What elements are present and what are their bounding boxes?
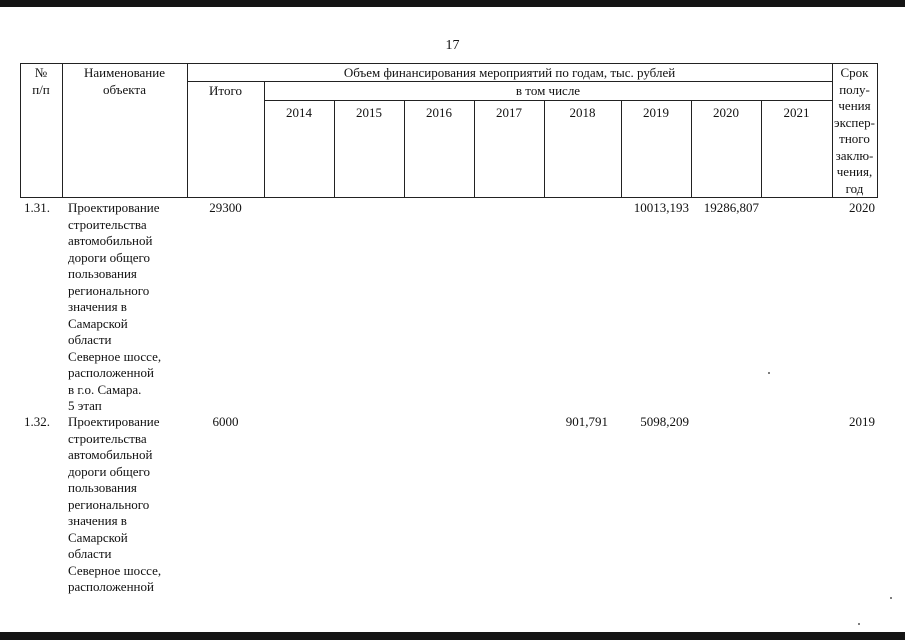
row-deadline: 2019 xyxy=(849,414,875,429)
scan-speck xyxy=(768,372,770,374)
row-value-2020: 19286,807 xyxy=(703,200,759,215)
scan-border-top xyxy=(0,0,905,7)
row-value-2018: 901,791 xyxy=(565,414,608,429)
row-name-line: расположенной xyxy=(68,365,154,380)
row-name-line: Проектирование xyxy=(68,414,160,429)
header-num-line: № xyxy=(34,65,48,80)
row-name-line: строительства xyxy=(68,216,147,232)
header-total: Итого xyxy=(209,83,242,98)
header-deadline-line: полу- xyxy=(839,81,870,97)
row-name-line: пользования xyxy=(68,266,137,281)
row-name-line: области xyxy=(68,332,112,347)
row-name xyxy=(68,414,161,596)
row-name-line: Самарской xyxy=(68,529,128,545)
row-name-line: строительства xyxy=(68,430,147,446)
row-num: 1.31. xyxy=(24,200,50,215)
row-name-line: в г.о. Самара. xyxy=(68,381,142,397)
header-year-2020: 2020 xyxy=(713,105,739,120)
row-name-line: расположенной xyxy=(68,579,154,594)
row-name-line: Северное шоссе, xyxy=(68,348,162,364)
header-deadline-line: Срок xyxy=(840,65,869,80)
header-year-2019: 2019 xyxy=(643,105,669,120)
header-num xyxy=(20,65,62,98)
row-name-line: регионального xyxy=(68,496,150,512)
header-year-2021: 2021 xyxy=(783,105,810,120)
row-total: 29300 xyxy=(209,200,242,215)
row-name-line: автомобильной xyxy=(68,447,153,462)
row-name-line: 5 этап xyxy=(68,398,102,413)
header-deadline-line: заклю- xyxy=(835,147,874,163)
row-name-line: регионального xyxy=(68,282,150,298)
header-deadline-line: чения xyxy=(838,98,871,113)
row-name-line: дороги общего xyxy=(68,463,151,479)
row-deadline: 2020 xyxy=(849,200,875,215)
header-year-2018: 2018 xyxy=(569,105,596,120)
header-deadline-line: год xyxy=(845,180,864,196)
header-including: в том числе xyxy=(515,83,581,98)
row-name-line: области xyxy=(68,546,112,561)
row-value-2019: 10013,193 xyxy=(633,200,689,215)
header-year-2015: 2015 xyxy=(356,105,382,120)
header-num-line: п/п xyxy=(32,81,50,97)
row-name xyxy=(68,200,161,415)
header-name-line: объекта xyxy=(102,81,147,97)
row-num: 1.32. xyxy=(24,414,50,429)
header-financing: Объем финансирования мероприятий по годам, тыс. рублей xyxy=(343,65,676,80)
row-name-line: Самарской xyxy=(68,315,128,331)
row-name-line: значения в xyxy=(68,513,127,528)
row-name-line: значения в xyxy=(68,299,127,314)
header-deadline xyxy=(832,65,877,197)
row-name-line: пользования xyxy=(68,480,137,495)
scan-speck xyxy=(858,623,860,625)
scan-speck xyxy=(890,597,892,599)
row-total: 6000 xyxy=(212,414,239,429)
row-name-line: дороги общего xyxy=(68,249,151,265)
row-value-2019: 5098,209 xyxy=(640,414,689,429)
page-number: 17 xyxy=(445,38,460,53)
header-deadline-line: экспер- xyxy=(834,114,875,130)
header-name-line: Наименование xyxy=(84,65,165,80)
header-year-2017: 2017 xyxy=(496,105,522,120)
header-year-2014: 2014 xyxy=(286,105,312,120)
header-deadline-line: тного xyxy=(839,131,870,146)
row-name-line: Проектирование xyxy=(68,200,160,215)
header-name xyxy=(62,65,187,98)
row-name-line: Северное шоссе, xyxy=(68,562,162,578)
row-name-line: автомобильной xyxy=(68,233,153,248)
scan-border-bottom xyxy=(0,632,905,640)
header-deadline-line: чения, xyxy=(836,164,873,179)
header-year-2016: 2016 xyxy=(426,105,452,120)
